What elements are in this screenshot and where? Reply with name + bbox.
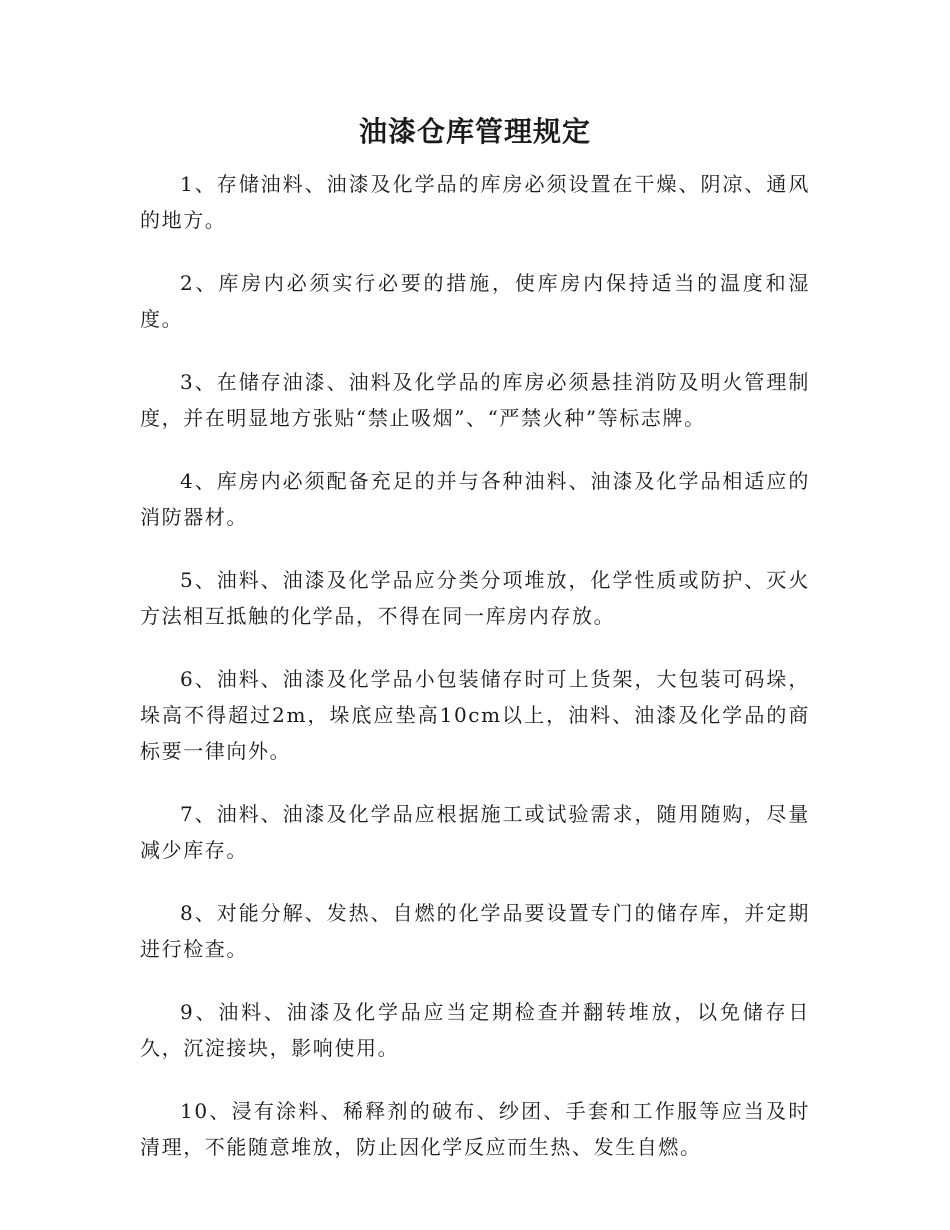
paragraph-7: 7、油料、油漆及化学品应根据施工或试验需求，随用随购，尽量减少库存。 bbox=[140, 802, 810, 862]
paragraph-5: 5、油料、油漆及化学品应分类分项堆放，化学性质或防护、灭火方法相互抵触的化学品，不得在同一库房内存放。 bbox=[140, 568, 810, 628]
document-title: 油漆仓库管理规定 bbox=[358, 115, 591, 148]
paragraph-3: 3、在储存油漆、油料及化学品的库房必须悬挂消防及明火管理制度，并在明显地方张贴“禁止吸烟”、“严禁火种”等标志牌。 bbox=[140, 370, 810, 430]
document-body bbox=[140, 166, 810, 1192]
paragraph-2: 2、库房内必须实行必要的措施，使库房内保持适当的温度和湿度。 bbox=[140, 271, 810, 331]
paragraph-6: 6、油料、油漆及化学品小包装储存时可上货架，大包装可码垛，垛高不得超过2m，垛底应垫高10cm以上，油料、油漆及化学品的商标要一律向外。 bbox=[140, 667, 810, 763]
paragraph-10: 10、浸有涂料、稀释剂的破布、纱团、手套和工作服等应当及时清理，不能随意堆放，防止因化学反应而生热、发生自燃。 bbox=[140, 1099, 810, 1159]
paragraph-1: 1、存储油料、油漆及化学品的库房必须设置在干燥、阴凉、通风的地方。 bbox=[140, 172, 810, 232]
paragraph-8: 8、对能分解、发热、自燃的化学品要设置专门的储存库，并定期进行检查。 bbox=[140, 901, 810, 961]
paragraph-9: 9、油料、油漆及化学品应当定期检查并翻转堆放，以免储存日久，沉淀接块，影响使用。 bbox=[140, 1000, 810, 1060]
paragraph-4: 4、库房内必须配备充足的并与各种油料、油漆及化学品相适应的消防器材。 bbox=[140, 469, 810, 529]
